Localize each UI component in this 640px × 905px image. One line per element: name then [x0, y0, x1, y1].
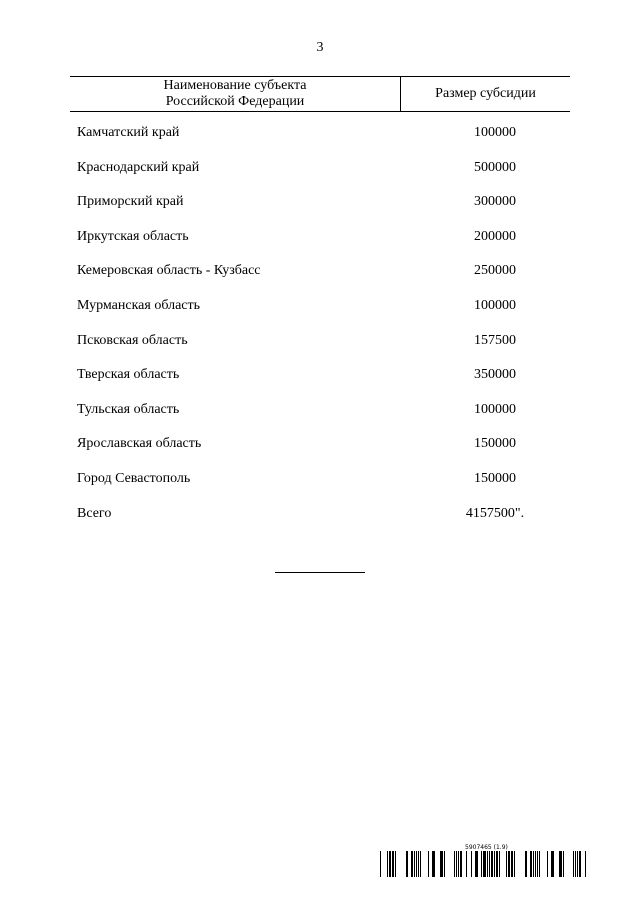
header-subject-name-line2: Российской Федерации	[165, 94, 305, 109]
table-row	[77, 262, 567, 297]
row-subject-name: Тверская область	[77, 367, 180, 383]
table-row-total	[77, 505, 567, 540]
header-subject-name	[70, 78, 400, 110]
table-row	[77, 332, 567, 367]
table-row	[77, 159, 567, 194]
row-subject-name: Мурманская область	[77, 297, 201, 313]
end-of-document-rule	[275, 572, 365, 573]
table-row	[77, 124, 567, 159]
table-row	[77, 228, 567, 263]
row-subsidy-value: 300000	[474, 194, 516, 210]
table-row	[77, 366, 567, 401]
table-row	[77, 470, 567, 505]
row-subject-name: Ярославская область	[77, 436, 202, 452]
table-row	[77, 401, 567, 436]
page-number: 3	[316, 40, 324, 55]
row-subsidy-value: 350000	[474, 367, 516, 383]
row-subject-name: Приморский край	[77, 194, 184, 210]
row-total-label: Всего	[77, 505, 112, 521]
row-subsidy-value: 100000	[474, 401, 516, 417]
barcode-icon	[380, 851, 590, 877]
row-subsidy-value: 150000	[474, 470, 516, 486]
row-subsidy-value: 157500	[474, 332, 516, 348]
row-subject-name: Город Севастополь	[77, 470, 191, 486]
row-subject-name: Иркутская область	[77, 228, 189, 244]
row-subsidy-value: 500000	[474, 159, 516, 175]
row-subject-name: Краснодарский край	[77, 159, 200, 175]
row-subsidy-value: 100000	[474, 297, 516, 313]
table-row	[77, 193, 567, 228]
row-total-value: 4157500".	[465, 505, 525, 521]
header-subsidy-size: Размер субсидии	[435, 86, 536, 101]
row-subsidy-value: 250000	[474, 263, 516, 279]
table-header	[70, 76, 570, 112]
barcode-id-text: 5907465 (1.9)	[465, 844, 508, 851]
table-row	[77, 297, 567, 332]
row-subsidy-value: 200000	[474, 228, 516, 244]
header-subject-name-line1: Наименование субъекта	[163, 78, 307, 93]
row-subsidy-value: 100000	[474, 125, 516, 140]
row-subject-name: Камчатский край	[77, 125, 180, 140]
row-subject-name: Псковская область	[77, 332, 188, 348]
row-subsidy-value: 150000	[474, 436, 516, 452]
row-subject-name: Тульская область	[77, 401, 180, 417]
row-subject-name: Кемеровская область - Кузбасс	[77, 263, 261, 279]
table-row	[77, 435, 567, 470]
subsidy-table-body	[77, 124, 567, 539]
